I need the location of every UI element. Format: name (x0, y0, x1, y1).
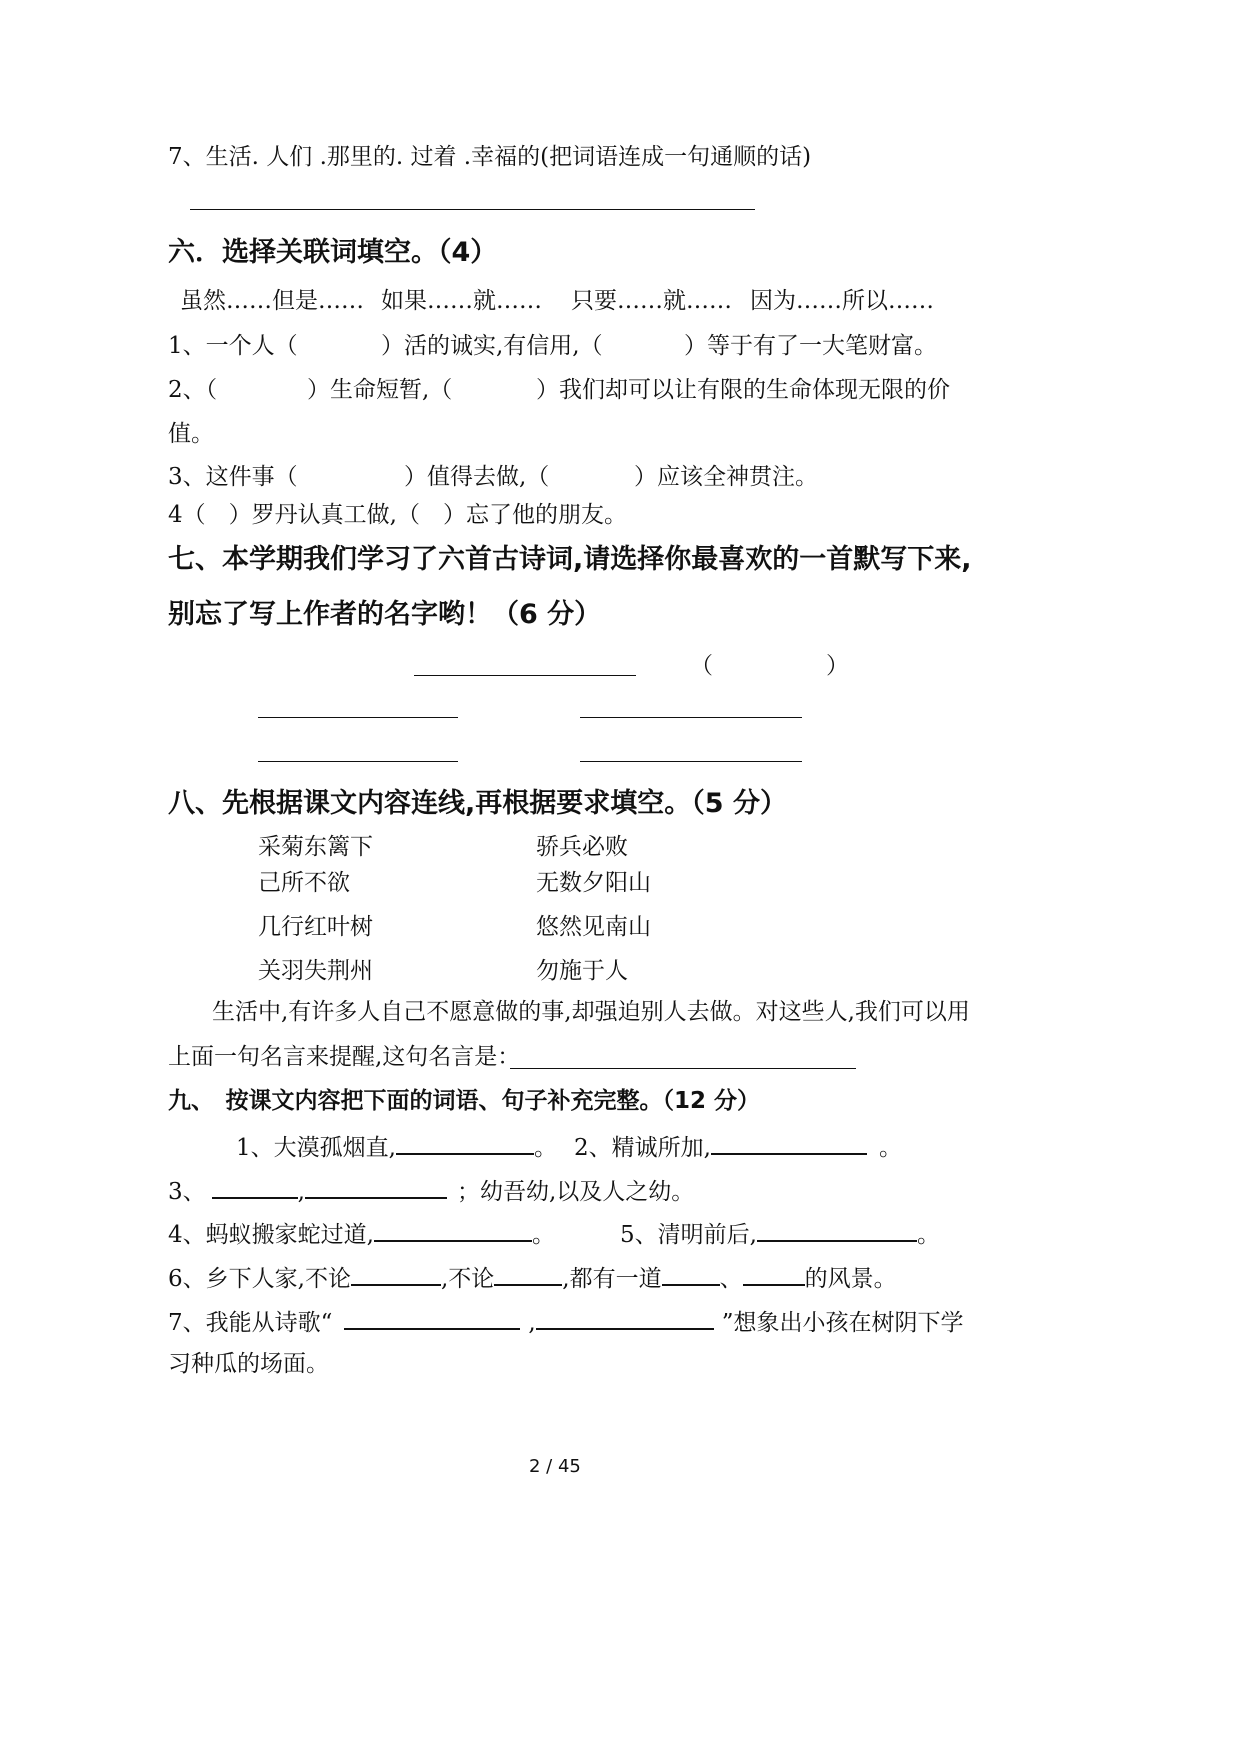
poem-line-4 (580, 761, 802, 762)
question-7-prev: 7、生活. 人们 .那里的. 过着 .幸福的(把词语连成一句通顺的话) (168, 144, 812, 170)
blank (662, 1262, 720, 1286)
item-4: 4（ ）罗丹认真工做,（ ）忘了他的朋友。 (168, 502, 627, 528)
section-7-title-line2: 别忘了写上作者的名字哟！（6 分） (168, 599, 602, 630)
match-right-3: 悠然见南山 (536, 914, 651, 940)
author-paren-open: （ (690, 653, 713, 679)
item-2d: 值。 (168, 421, 214, 447)
item-2b: ）生命短暂,（ (307, 377, 453, 403)
blank (711, 1131, 867, 1155)
option-2: 如果……就…… (381, 288, 542, 314)
blank (536, 1306, 714, 1330)
fill-3: 3、 , ；幼吾幼,以及人之幼。 (168, 1175, 694, 1207)
blank (305, 1175, 447, 1199)
poem-title-line (414, 675, 636, 676)
fill-6: 6、乡下人家,不论 ,不论 ,都有一道 、 的风景。 (168, 1262, 897, 1294)
item-1b: ）活的诚实,有信用,（ (381, 333, 603, 359)
blank (344, 1306, 520, 1330)
fill-2: 2、精诚所加, 。 (574, 1131, 902, 1163)
section-7-title-line1: 七、本学期我们学习了六首古诗词,请选择你最喜欢的一首默写下来, (168, 544, 972, 575)
option-1: 虽然……但是…… (180, 288, 364, 314)
item-1c: ）等于有了一大笔财富。 (684, 333, 937, 359)
option-3: 只要……就…… (571, 288, 732, 314)
section-8-paragraph-1: 生活中,有许多人自己不愿意做的事,却强迫别人去做。对这些人,我们可以用 (212, 999, 970, 1025)
author-paren-close: ） (826, 653, 849, 679)
section-8-title: 八、先根据课文内容连线,再根据要求填空。（5 分） (168, 788, 787, 819)
answer-line (190, 209, 755, 210)
match-left-1: 采菊东篱下 (258, 834, 373, 860)
poem-line-1 (258, 717, 458, 718)
section-6-title: 六．选择关联词填空。（4） (168, 237, 498, 268)
fill-1: 1、大漠孤烟直, 。 (236, 1131, 557, 1163)
blank (396, 1131, 534, 1155)
item-3b: ）值得去做,（ (404, 464, 550, 490)
item-1a: 1、一个人（ (168, 333, 298, 359)
poem-line-3 (258, 761, 458, 762)
match-right-4: 勿施于人 (536, 958, 628, 984)
match-left-3: 几行红叶树 (258, 914, 373, 940)
match-left-2: 己所不欲 (258, 870, 350, 896)
section-8-paragraph-2: 上面一句名言来提醒,这句名言是： (168, 1044, 521, 1070)
page-number: 2 / 45 (529, 1456, 581, 1477)
fill-7-continued: 习种瓜的场面。 (168, 1351, 329, 1377)
option-4: 因为……所以…… (750, 288, 934, 314)
item-2c: ）我们却可以让有限的生命体现无限的价 (536, 377, 950, 403)
fill-5: 5、清明前后, 。 (620, 1218, 940, 1250)
item-2a: 2、（ (168, 377, 218, 403)
section-9-title: 九、 按课文内容把下面的词语、句子补充完整。（12 分） (168, 1088, 761, 1114)
match-right-2: 无数夕阳山 (536, 870, 651, 896)
blank (351, 1262, 441, 1286)
fill-4: 4、蚂蚁搬家蛇过道, 。 (168, 1218, 555, 1250)
blank (374, 1218, 532, 1242)
match-left-4: 关羽失荆州 (258, 958, 373, 984)
blank (757, 1218, 917, 1242)
blank (212, 1175, 298, 1199)
blank (743, 1262, 805, 1286)
proverb-answer-line (510, 1068, 856, 1069)
item-3a: 3、这件事（ (168, 464, 298, 490)
item-3c: ）应该全神贯注。 (634, 464, 818, 490)
poem-line-2 (580, 717, 802, 718)
match-right-1: 骄兵必败 (536, 834, 628, 860)
fill-7: 7、我能从诗歌“ , ”想象出小孩在树阴下学 (168, 1306, 963, 1338)
blank (494, 1262, 562, 1286)
